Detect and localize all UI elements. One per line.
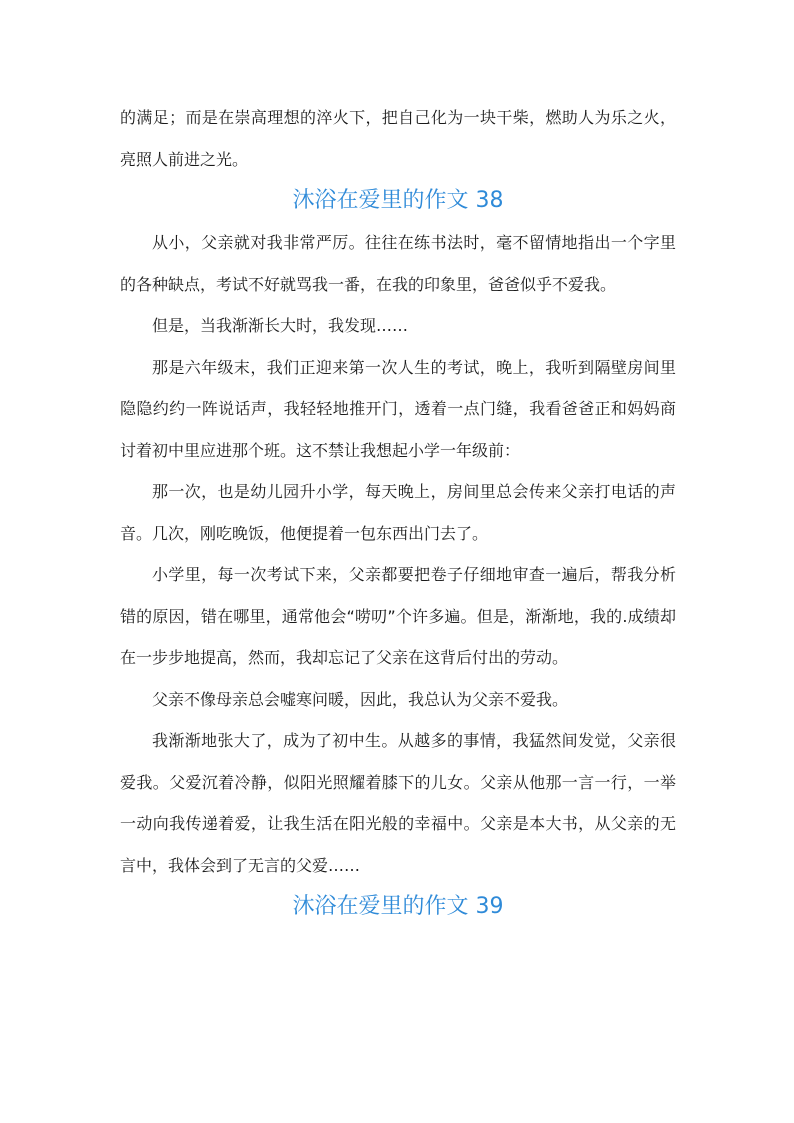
paragraph: 小学里，每一次考试下来，父亲都要把卷子仔细地审查一遍后，帮我分析错的原因，错在哪里，通常他会“唠叨”个许多遍。但是，渐渐地，我的.成绩却在一步步地提高，然而，我却忘记了父亲在这背后付出的劳动。 — [120, 565, 676, 667]
paragraph: 的满足；而是在崇高理想的淬火下，把自己化为一块干柴，燃助人为乐之火，亮照人前进之光。 — [120, 108, 676, 169]
section-heading: 沐浴在爱里的作文 38 — [292, 188, 504, 213]
paragraph: 父亲不像母亲总会嘘寒问暖，因此，我总认为父亲不爱我。 — [152, 689, 569, 709]
paragraph: 那一次，也是幼儿园升小学，每天晚上，房间里总会传来父亲打电话的声音。几次，刚吃晚饭，他便提着一包东西出门去了。 — [120, 482, 676, 543]
document-body — [120, 97, 676, 928]
paragraph: 从小，父亲就对我非常严厉。往往在练书法时，毫不留情地指出一个字里的各种缺点，考试不好就骂我一番，在我的印象里，爸爸似乎不爱我。 — [120, 233, 676, 294]
paragraph: 但是，当我渐渐长大时，我发现…… — [152, 316, 409, 335]
section-heading: 沐浴在爱里的作文 39 — [292, 894, 504, 919]
paragraph: 我渐渐地张大了，成为了初中生。从越多的事情，我猛然间发觉，父亲很爱我。父爱沉着冷静，似阳光照耀着膝下的儿女。父亲从他那一言一行，一举一动向我传递着爱，让我生活在阳光般的幸福中。父亲是本大书，从父亲的无言中，我体会到了无言的父爱…… — [120, 731, 676, 875]
paragraph: 那是六年级末，我们正迎来第一次人生的考试，晚上，我听到隔壁房间里隐隐约约一阵说话声，我轻轻地推开门，透着一点门缝，我看爸爸正和妈妈商讨着初中里应进那个班。这不禁让我想起小学一年级前： — [120, 357, 676, 460]
